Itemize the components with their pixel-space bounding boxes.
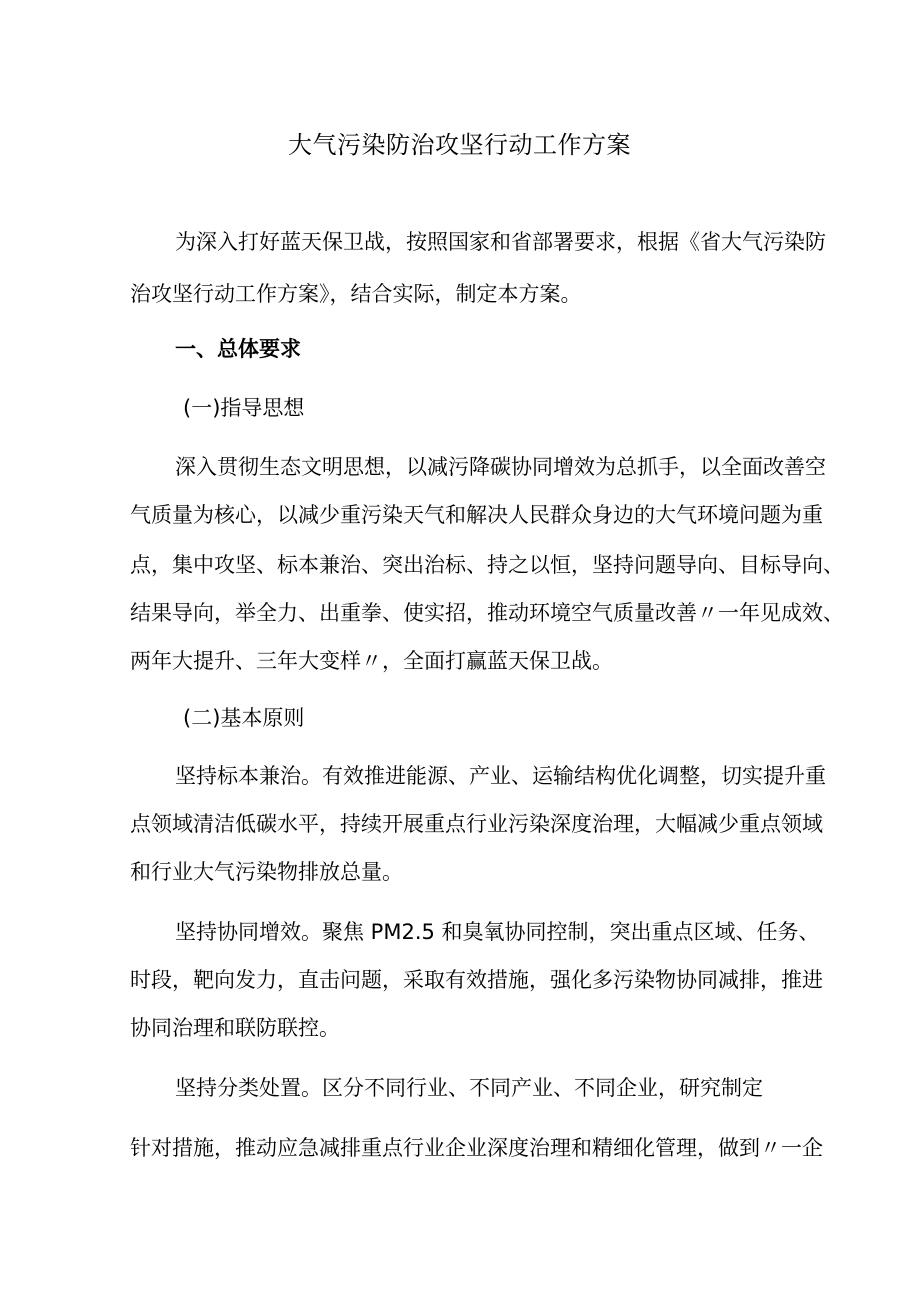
guiding-line-5: 两年大提升、三年大变样〃，全面打赢蓝天保卫战。: [130, 649, 613, 673]
subsection-heading-2: (二)基本原则: [183, 706, 305, 730]
principle2-line-3: 协同治理和联防联控。: [130, 1016, 340, 1040]
intro-line-1: 为深入打好蓝天保卫战，按照国家和省部署要求，根据《省大气污染防: [175, 230, 826, 254]
guiding-line-1: 深入贯彻生态文明思想，以减污降碳协同增效为总抓手，以全面改善空: [175, 455, 826, 479]
principle2-line-2: 时段，靶向发力，直击问题，采取有效措施，强化多污染物协同减排，推进: [130, 968, 823, 992]
principle1-line-1: 坚持标本兼治。有效推进能源、产业、运输结构优化调整，切实提升重: [175, 764, 826, 788]
principle3-line-2: 针对措施，推动应急减排重点行业企业深度治理和精细化管理，做到〃一企: [130, 1136, 823, 1160]
principle1-line-3: 和行业大气污染物排放总量。: [130, 860, 403, 884]
document-title: 大气污染防治攻坚行动工作方案: [288, 131, 631, 159]
subsection-heading-1: (一)指导思想: [183, 396, 305, 420]
guiding-line-4: 结果导向，举全力、出重拳、使实招，推动环境空气质量改善〃一年见成效、: [130, 601, 844, 625]
guiding-line-3: 点，集中攻坚、标本兼治、突出治标、持之以恒，坚持问题导向、目标导向、: [130, 553, 844, 577]
guiding-line-2: 气质量为核心，以减少重污染天气和解决人民群众身边的大气环境问题为重: [130, 503, 823, 527]
principle2-line-1: 坚持协同增效。聚焦 PM2.5 和臭氧协同控制，突出重点区域、任务、: [175, 920, 820, 944]
section-heading: 一、总体要求: [175, 337, 301, 361]
principle3-line-1: 坚持分类处置。区分不同行业、不同产业、不同企业，研究制定: [175, 1076, 763, 1100]
intro-line-2: 治攻坚行动工作方案》，结合实际，制定本方案。: [130, 282, 582, 306]
principle1-line-2: 点领域清洁低碳水平，持续开展重点行业污染深度治理，大幅减少重点领域: [130, 812, 823, 836]
